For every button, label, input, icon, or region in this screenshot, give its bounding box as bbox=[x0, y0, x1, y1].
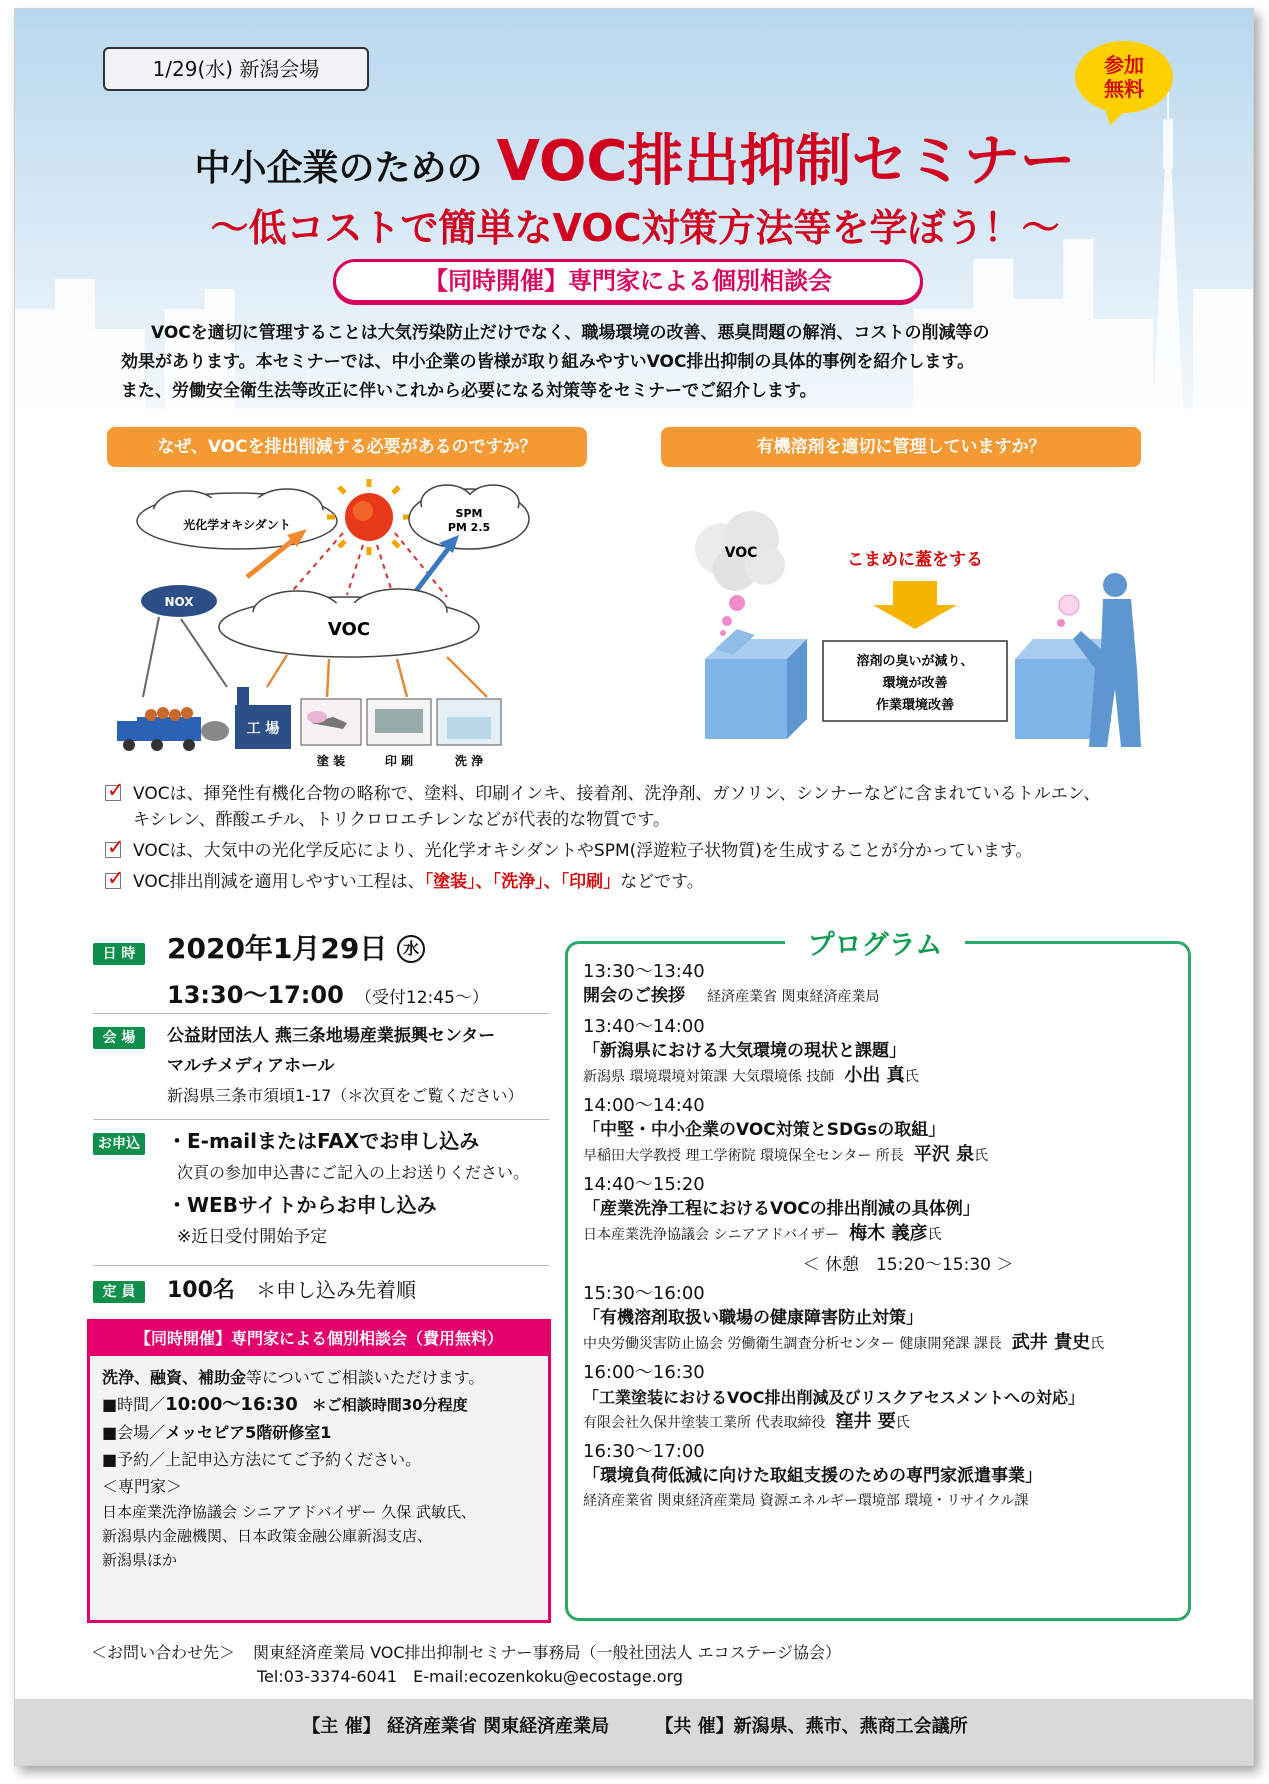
factory-icon bbox=[235, 687, 291, 749]
divider bbox=[93, 1013, 549, 1014]
painting-label: 塗 装 bbox=[316, 754, 346, 768]
lid-label: こまめに蓋をする bbox=[847, 550, 983, 570]
oxidant-label: 光化学オキシダント bbox=[183, 518, 291, 532]
seminar-title bbox=[15, 117, 1254, 197]
check-3-post: などです。 bbox=[620, 872, 704, 892]
spm-label: SPM bbox=[455, 507, 483, 520]
program-item bbox=[583, 1360, 1183, 1435]
open-container-icon bbox=[705, 629, 807, 739]
capacity-note: ＊申し込み先着順 bbox=[256, 1278, 417, 1302]
organizer: 【主 催】 経済産業省 関東経済産業局 bbox=[302, 1716, 610, 1737]
program-speaker bbox=[583, 1222, 1183, 1247]
program-speaker-name: 梅木 義彦 bbox=[849, 1223, 928, 1244]
consult-place-label: ■会場／ bbox=[102, 1423, 166, 1442]
program-item bbox=[583, 1093, 1183, 1168]
down-arrow-icon bbox=[873, 581, 957, 629]
pm25-label: PM 2.5 bbox=[447, 521, 491, 534]
program-speaker-org: 中央労働災害防止協会 労働衛生調査分析センター 健康開発課 課長 bbox=[583, 1336, 1002, 1352]
venue-address: 新潟県三条市須頃1-17（＊次頁をご覧ください） bbox=[167, 1086, 524, 1105]
truck-icon bbox=[117, 707, 201, 751]
honorific: 氏 bbox=[895, 1415, 910, 1431]
capacity-info bbox=[167, 1273, 416, 1304]
intro-paragraph bbox=[121, 319, 1161, 406]
program-time: 15:30～16:00 bbox=[583, 1283, 705, 1304]
program-speaker-name: 窪井 要 bbox=[835, 1411, 896, 1432]
event-time bbox=[167, 975, 489, 1010]
check-item-2 bbox=[105, 838, 1185, 864]
experts-heading: ＜専門家＞ bbox=[102, 1477, 183, 1496]
program-speaker bbox=[583, 1143, 1183, 1168]
experts-line1: 日本産業洗浄協議会 シニアアドバイザー 久保 武敏氏、 bbox=[102, 1503, 477, 1521]
tire-pile-icon bbox=[201, 721, 229, 741]
program-time: 13:30～13:40 bbox=[583, 961, 705, 982]
cleaning-label: 洗 浄 bbox=[454, 754, 484, 768]
date-tag: 日 時 bbox=[93, 943, 145, 965]
check-3-pre: VOC排出削減を適用しやすい工程は、 bbox=[133, 872, 425, 892]
program-speaker: 経済産業省 関東経済産業局 資源エネルギー環境部 環境・リサイクル課 bbox=[583, 1493, 1029, 1509]
check-1-line1: VOCは、揮発性有機化合物の略称で、塗料、印刷インキ、接着剤、洗浄剤、ガソリン、シンナーなどに含まれているトルエン、 bbox=[133, 784, 1101, 804]
consult-time bbox=[102, 1391, 536, 1419]
apply-tag: お申込 bbox=[93, 1133, 145, 1155]
program-name: 「中堅・中小企業のVOC対策とSDGsの取組」 bbox=[583, 1120, 946, 1140]
intro-line-2: 効果があります。本セミナーでは、中小企業の皆様が取り組みやすいVOC排出抑制の具体的事例を紹介します。 bbox=[121, 352, 975, 372]
check-2-text: VOCは、大気中の光化学反応により、光化学オキシダントやSPM(浮遊粒子状物質)を生成することが分かっています。 bbox=[133, 841, 1033, 861]
checkbox-icon bbox=[105, 785, 121, 801]
check-1-line2: キシレン、酢酸エチル、トリクロロエチレンなどが代表的な物質です。 bbox=[133, 810, 670, 830]
voc-label: VOC bbox=[327, 619, 371, 640]
apply-web-note: ※近日受付開始予定 bbox=[177, 1227, 328, 1247]
check-item-3 bbox=[105, 869, 1185, 895]
sun-icon bbox=[327, 479, 411, 555]
consultation-box bbox=[87, 1319, 551, 1623]
venue-name: 公益財団法人 燕三条地場産業振興センター bbox=[167, 1026, 496, 1046]
checkbox-icon bbox=[105, 842, 121, 858]
voc-smoke-label: VOC bbox=[724, 545, 758, 561]
program-time: 14:00～14:40 bbox=[583, 1095, 705, 1116]
program-item bbox=[583, 1439, 1183, 1513]
program-speaker bbox=[583, 1064, 1183, 1089]
program-title: プログラム bbox=[785, 923, 965, 962]
consult-time-label: ■時間／ bbox=[102, 1395, 166, 1414]
program-speaker-org: 有限会社久保井塗装工業所 代表取締役 bbox=[583, 1415, 826, 1431]
footer-organizers bbox=[15, 1699, 1254, 1766]
program-speaker bbox=[583, 1410, 1183, 1435]
free-participation-badge bbox=[1075, 41, 1173, 113]
contact-info bbox=[91, 1641, 991, 1689]
program-time: 16:00～16:30 bbox=[583, 1362, 705, 1383]
title-main: VOC排出抑制セミナー bbox=[496, 129, 1076, 194]
program-name bbox=[583, 984, 1183, 1010]
consultation-header: 【同時開催】専門家による個別相談会（費用無料） bbox=[90, 1322, 548, 1356]
honorific: 氏 bbox=[927, 1227, 942, 1243]
program-name: 「環境負荷低減に向けた取組支援のための専門家派遣事業」 bbox=[583, 1466, 1042, 1486]
program-list bbox=[583, 959, 1183, 1517]
badge-line2: 無料 bbox=[1104, 77, 1144, 101]
voc-smoke-icon bbox=[695, 511, 785, 636]
contact-label: ＜お問い合わせ先＞ bbox=[91, 1643, 236, 1662]
contact-office: 関東経済産業局 VOC排出抑制セミナー事務局（一般社団法人 エコステージ協会） bbox=[253, 1643, 841, 1662]
apply-info bbox=[167, 1125, 529, 1253]
factory-label: 工 場 bbox=[246, 721, 280, 737]
manage-solvent-banner: 有機溶剤を適切に管理していますか？ bbox=[661, 427, 1141, 467]
intro-line-1: VOCを適切に管理することは大気汚染防止だけでなく、職場環境の改善、悪臭問題の解消、コストの削減等の bbox=[151, 323, 990, 343]
consult-time-note: ＊ご相談時間30分程度 bbox=[311, 1396, 468, 1414]
weekday-circle: 水 bbox=[397, 935, 425, 963]
experts-line3: 新潟県ほか bbox=[102, 1551, 178, 1569]
honorific: 氏 bbox=[974, 1148, 989, 1164]
printing-label: 印 刷 bbox=[384, 754, 414, 768]
contact-tel-email: Tel:03-3374-6041 E-mail:ecozenkoku@ecostage.org bbox=[257, 1667, 684, 1686]
consult-place bbox=[102, 1419, 536, 1446]
joint-event-banner: 【同時開催】専門家による個別相談会 bbox=[333, 259, 923, 303]
program-time: 13:40～14:00 bbox=[583, 1016, 705, 1037]
date-venue-label: 1/29(水) 新潟会場 bbox=[103, 47, 369, 91]
program-time: 14:40～15:20 bbox=[583, 1174, 705, 1195]
check-item-1 bbox=[105, 781, 1185, 833]
venue-hall: マルチメディアホール bbox=[167, 1056, 335, 1076]
seminar-subtitle: ～低コストで簡単なVOC対策方法等を学ぼう！～ bbox=[210, 206, 1060, 250]
program-speaker-name: 武井 貴史 bbox=[1011, 1332, 1091, 1353]
apply-email-fax: ・E-mailまたはFAXでお申し込み bbox=[167, 1129, 480, 1153]
consult-topics-main: 洗浄、融資、補助金 bbox=[102, 1368, 247, 1387]
venue-tag: 会 場 bbox=[93, 1027, 145, 1049]
program-item bbox=[583, 959, 1183, 1010]
checkbox-icon bbox=[105, 873, 121, 889]
flyer-page bbox=[14, 8, 1254, 1766]
program-time: 16:30～17:00 bbox=[583, 1441, 705, 1462]
program-break: ＜ 休憩 15:20～15:30 ＞ bbox=[802, 1255, 1014, 1275]
experts-line2: 新潟県内金融機関、日本政策金融公庫新潟支店、 bbox=[102, 1527, 433, 1545]
consultation-body bbox=[90, 1356, 548, 1580]
apply-web: ・WEBサイトからお申し込み bbox=[167, 1193, 437, 1217]
solvent-management-diagram bbox=[675, 499, 1155, 749]
capacity-tag: 定 員 bbox=[93, 1281, 145, 1303]
cosponsor: 【共 催】新潟県、燕市、燕商工会議所 bbox=[655, 1716, 968, 1737]
why-reduce-banner: なぜ、VOCを排出削減する必要があるのですか？ bbox=[107, 427, 587, 467]
program-name-text: 開会のご挨拶 bbox=[583, 986, 685, 1006]
consult-topics-post: 等についてご相談いただけます。 bbox=[246, 1368, 485, 1387]
honorific: 氏 bbox=[904, 1069, 919, 1085]
badge-line1: 参加 bbox=[1104, 53, 1144, 77]
program-item bbox=[583, 1281, 1183, 1356]
program-name: 「有機溶剤取扱い職場の健康障害防止対策」 bbox=[583, 1308, 923, 1328]
program-speaker-name: 小出 真 bbox=[844, 1065, 905, 1086]
program-item bbox=[583, 1172, 1183, 1247]
event-time-text: 13:30～17:00 bbox=[167, 981, 344, 1009]
consult-time-value: 10:00～16:30 bbox=[165, 1394, 298, 1415]
program-speaker-org: 新潟県 環境環境対策課 大気環境係 技師 bbox=[583, 1069, 835, 1085]
voc-facts-checklist bbox=[105, 781, 1185, 895]
nox-label: NOX bbox=[164, 595, 194, 609]
result-line2: 環境が改善 bbox=[882, 676, 948, 691]
venue-info bbox=[167, 1021, 523, 1111]
event-date bbox=[167, 927, 425, 967]
program-item bbox=[583, 1014, 1183, 1089]
program-name: 「新潟県における大気環境の現状と課題」 bbox=[583, 1041, 906, 1061]
consult-reserve: ■予約／上記申込方法にてご予約ください。 bbox=[102, 1450, 422, 1469]
intro-line-3: また、労働安全衛生法等改正に伴いこれから必要になる対策等をセミナーでご紹介します。 bbox=[121, 381, 817, 401]
program-speaker bbox=[583, 1331, 1183, 1356]
honorific: 氏 bbox=[1090, 1336, 1105, 1352]
program-speaker-name: 平沢 泉 bbox=[913, 1144, 975, 1165]
program-speaker-org: 早稲田大学教授 理工学術院 環境保全センター 所長 bbox=[583, 1148, 904, 1164]
result-line3: 作業環境改善 bbox=[875, 698, 955, 713]
reception-time: （受付12:45～） bbox=[354, 988, 489, 1008]
program-name: 「工業塗装におけるVOC排出削減及びリスクアセスメントへの対応」 bbox=[583, 1388, 1084, 1407]
event-date-text: 2020年1月29日 bbox=[167, 932, 388, 965]
divider bbox=[93, 1265, 549, 1266]
apply-email-note: 次頁の参加申込書にご記入の上お送りください。 bbox=[177, 1163, 530, 1182]
result-line1: 溶剤の臭いが減り、 bbox=[856, 654, 974, 669]
consult-place-value: メッセピア5階研修室1 bbox=[165, 1423, 332, 1442]
title-prefix: 中小企業のための bbox=[194, 148, 483, 189]
divider bbox=[93, 1119, 549, 1120]
program-name: 「産業洗浄工程におけるVOCの排出削減の具体例」 bbox=[583, 1199, 980, 1219]
capacity-value: 100名 bbox=[167, 1278, 235, 1303]
program-speaker-org: 日本産業洗浄協議会 シニアアドバイザー bbox=[583, 1227, 840, 1243]
voc-formation-diagram bbox=[107, 477, 597, 777]
program-speaker: 経済産業省 関東経済産業局 bbox=[707, 989, 880, 1005]
check-3-processes: 「塗装」、「洗浄」、「印刷」 bbox=[424, 872, 621, 892]
check-3-text bbox=[133, 869, 1185, 895]
consult-topics bbox=[102, 1364, 536, 1391]
